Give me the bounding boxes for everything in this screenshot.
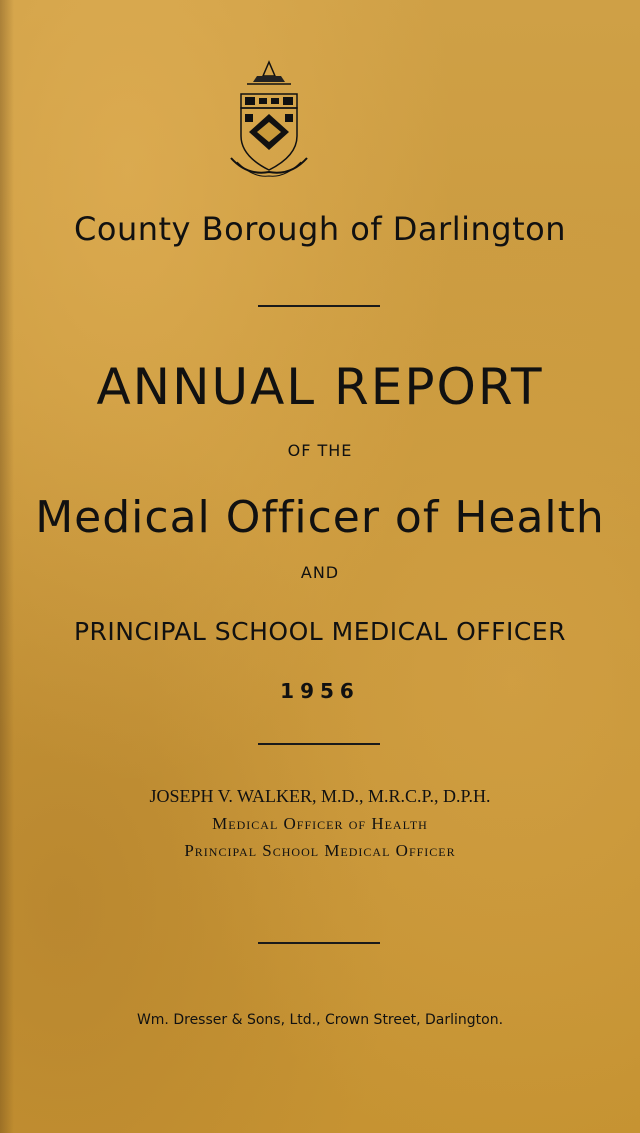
divider-rule xyxy=(258,942,380,944)
author-name: JOSEPH V. WALKER, M.D., M.R.C.P., D.P.H. xyxy=(149,786,491,806)
report-title: ANNUAL REPORT xyxy=(96,358,544,416)
divider-rule xyxy=(258,305,380,307)
secondary-subject-title: PRINCIPAL SCHOOL MEDICAL OFFICER xyxy=(73,617,566,646)
subject-title: Medical Officer of Health xyxy=(35,492,605,543)
county-borough-heading: County Borough of Darlington xyxy=(74,210,566,248)
printer-imprint: Wm. Dresser & Sons, Ltd., Crown Street, Darlington. xyxy=(136,1012,504,1028)
and-label: AND xyxy=(300,563,340,582)
of-the-label: OF THE xyxy=(287,441,353,460)
author-title-medical-officer: Medical Officer of Health xyxy=(212,814,428,833)
report-year: 1956 xyxy=(280,679,360,703)
divider-rule xyxy=(258,743,380,745)
author-title-school-officer: Principal School Medical Officer xyxy=(184,841,456,860)
borough-crest-icon xyxy=(227,58,311,182)
